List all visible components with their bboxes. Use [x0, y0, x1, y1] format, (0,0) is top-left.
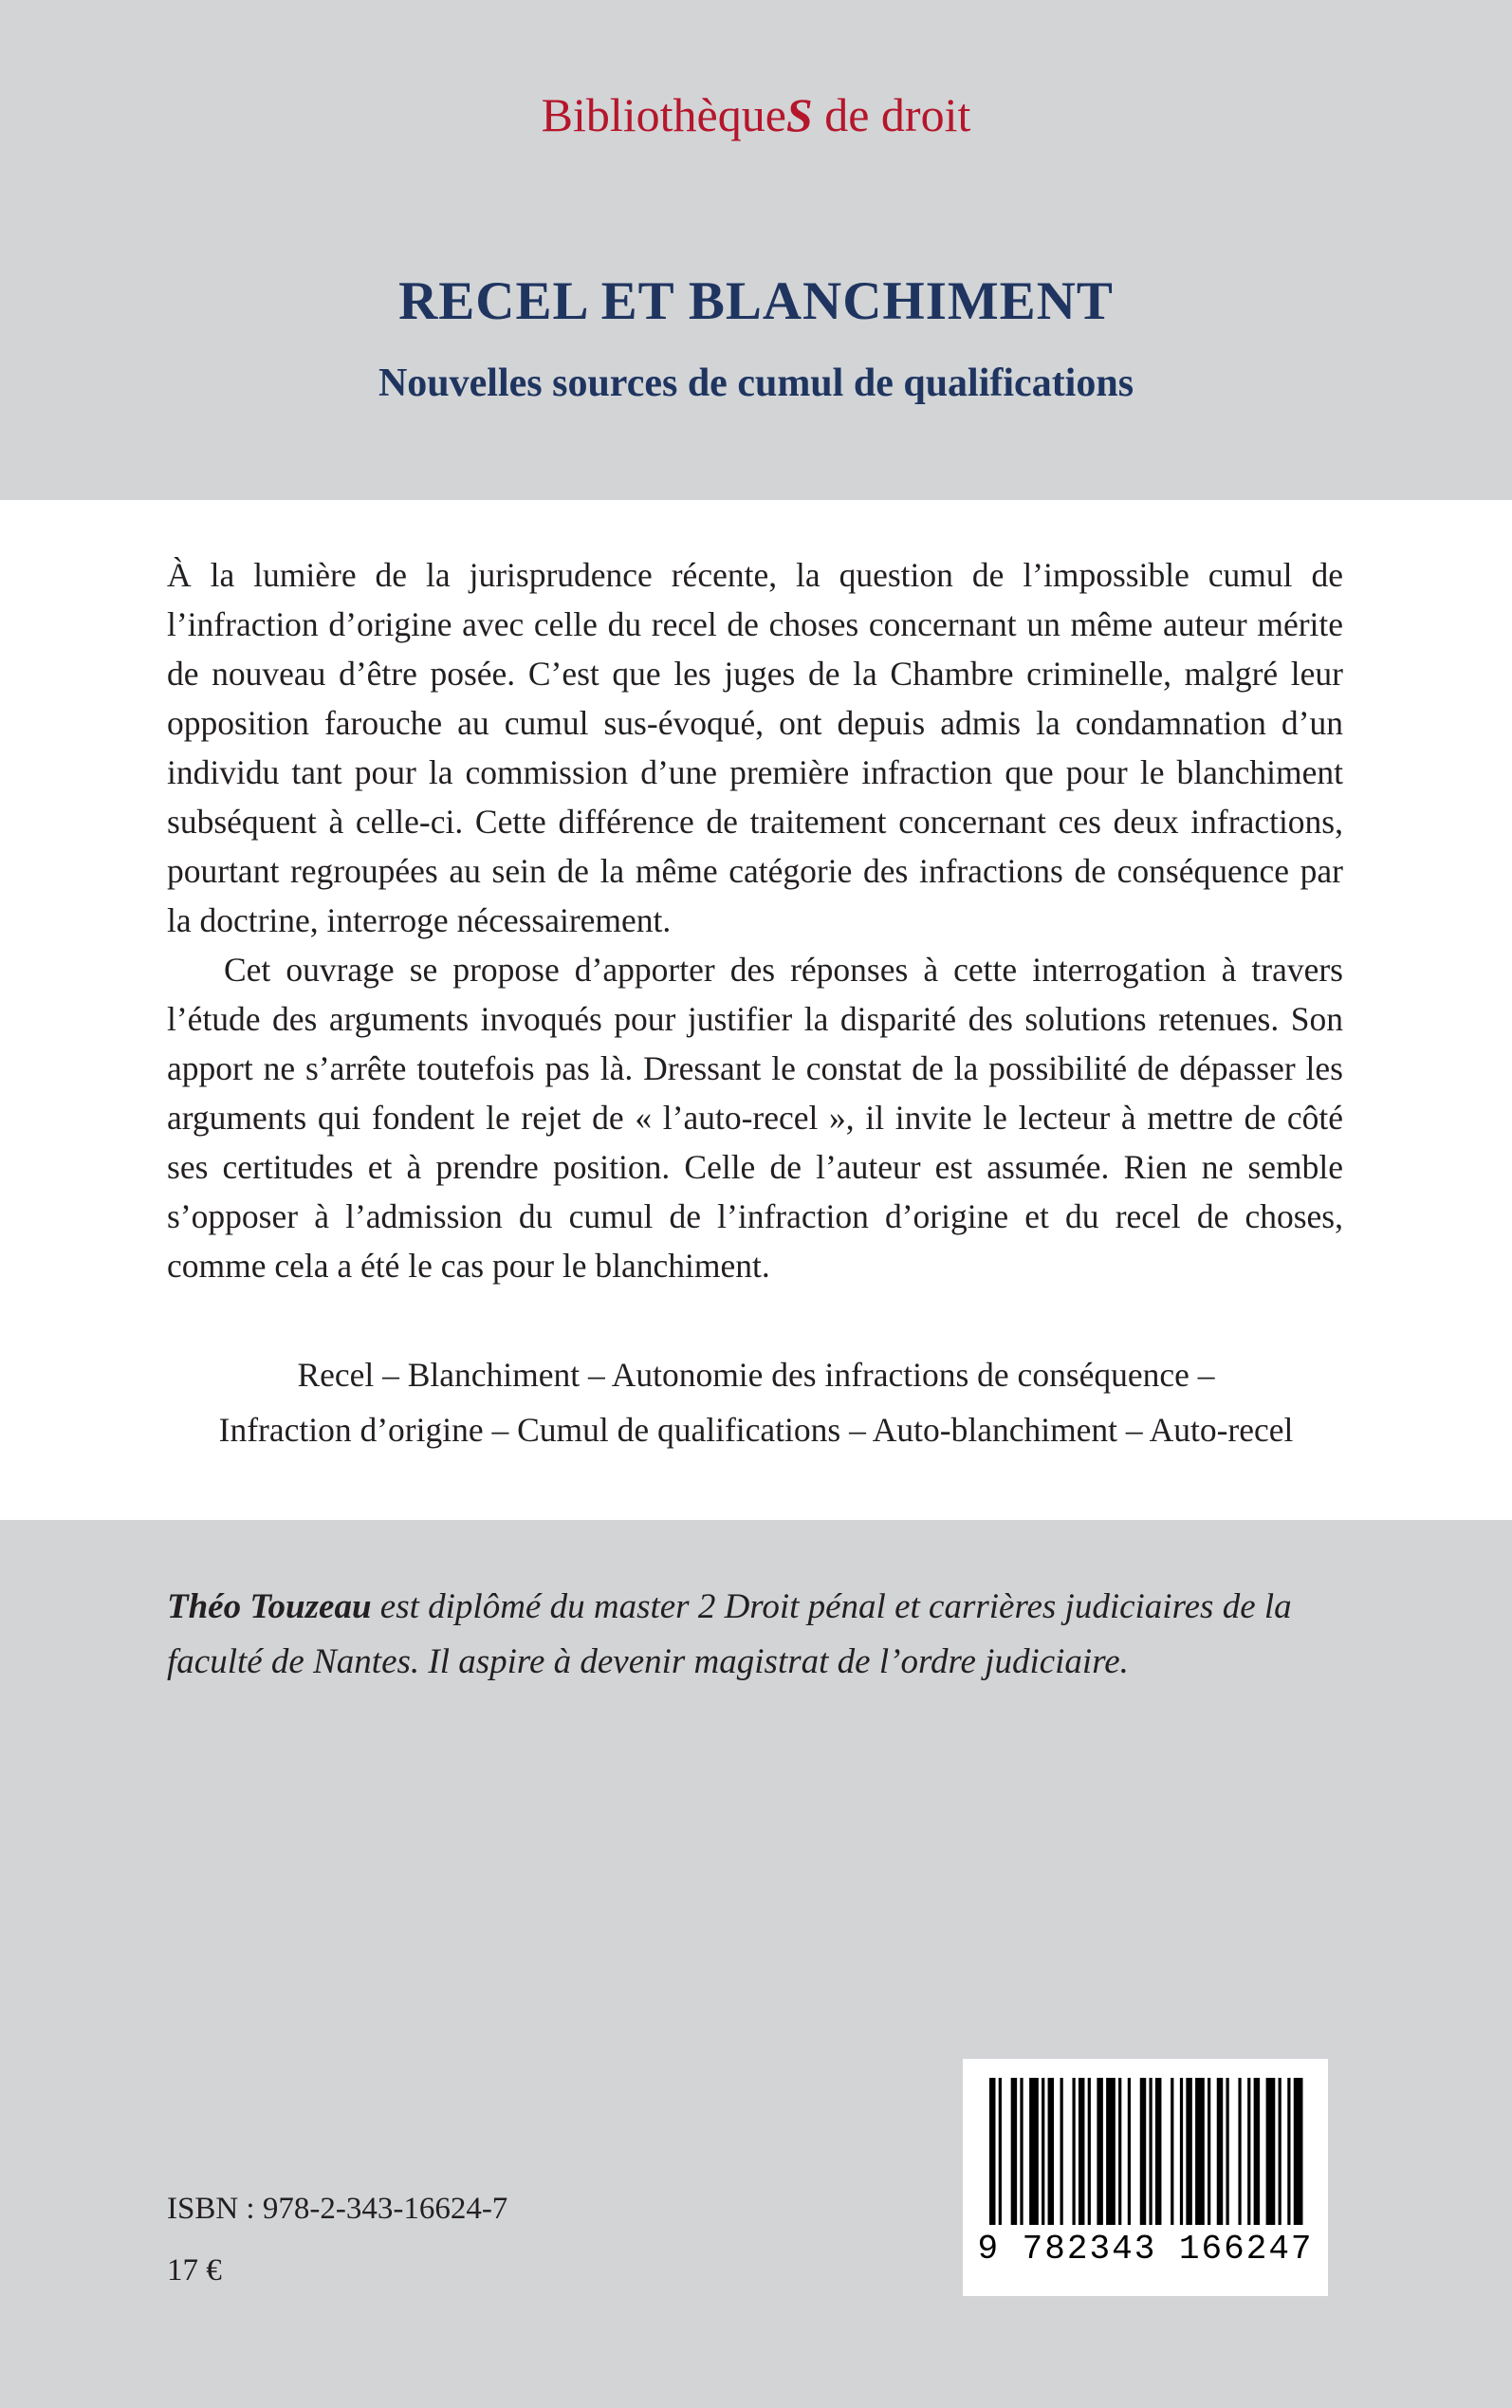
barcode-bar — [1247, 2078, 1250, 2225]
barcode-bar — [1294, 2078, 1303, 2225]
barcode-bar — [1029, 2078, 1039, 2225]
series-prefix: Bibliothèque — [541, 88, 786, 141]
barcode-bar — [1149, 2078, 1152, 2225]
series-name — [0, 87, 1512, 142]
barcode-bar — [1226, 2078, 1228, 2225]
blurb — [167, 550, 1343, 1290]
barcode-bar — [1279, 2078, 1282, 2225]
author-name: Théo Touzeau — [167, 1587, 372, 1626]
author-bio-text: est diplômé du master 2 Droit pénal et carrières judiciaires de la faculté de Nantes. Il aspire à devenir magistrat de l’ordre judiciaire. — [167, 1587, 1292, 1681]
barcode-bar — [1171, 2078, 1173, 2225]
barcode-bar — [1287, 2078, 1290, 2225]
barcode-bar — [1208, 2078, 1210, 2225]
barcode-number: 9 782343 166247 — [977, 2230, 1314, 2269]
header-band — [0, 0, 1512, 500]
barcode-bar — [1254, 2078, 1260, 2225]
barcode-bar — [1217, 2078, 1223, 2225]
barcode-bar — [1072, 2078, 1075, 2225]
barcode-bar — [1266, 2078, 1276, 2225]
barcode-bar — [1060, 2078, 1063, 2225]
barcode-bar — [1186, 2078, 1191, 2225]
barcode-bar — [1020, 2078, 1023, 2225]
barcode-bar — [1048, 2078, 1054, 2225]
barcode — [963, 2059, 1328, 2296]
keywords-line: Recel – Blanchiment – Autonomie des infractions de conséquence – — [297, 1356, 1215, 1394]
barcode-bar — [1042, 2078, 1044, 2225]
barcode-bar — [989, 2078, 995, 2225]
barcode-bar — [999, 2078, 1002, 2225]
keywords-line: Infraction d’origine – Cumul de qualifications – Auto-blanchiment – Auto-recel — [218, 1411, 1294, 1449]
barcode-bar — [1011, 2078, 1017, 2225]
author-bio — [167, 1580, 1343, 1690]
barcode-bar — [1155, 2078, 1161, 2225]
book-subtitle: Nouvelles sources de cumul de qualifications — [378, 361, 1134, 405]
price: 17 € — [167, 2253, 222, 2288]
barcode-bar — [1106, 2078, 1116, 2225]
barcode-bar — [1118, 2078, 1121, 2225]
keywords — [0, 1347, 1512, 1457]
barcode-bar — [1180, 2078, 1183, 2225]
barcode-bar — [1079, 2078, 1084, 2225]
barcode-bars — [963, 2059, 1328, 2234]
barcode-bar — [1128, 2078, 1131, 2225]
barcode-bar — [1140, 2078, 1146, 2225]
barcode-bar — [1195, 2078, 1205, 2225]
blurb-paragraph: Cet ouvrage se propose d’apporter des réponses à cette interrogation à travers l’étude des arguments invoqués pour justifier la disparité des solutions retenues. Son apport ne s’arrête toutefois pas là. Dressant le constat de la possibilité de dépasser les arguments qui fondent le rejet de « l’auto-recel », il invite le lecteur à mettre de côté ses certitudes et à prendre position. Celle de l’auteur est assumée. Rien ne semble s’opposer à l’admission du cumul de l’infraction d’origine et du recel de choses, comme cela a été le cas pour le blanchiment. — [167, 951, 1343, 1285]
barcode-bar — [1097, 2078, 1102, 2225]
blurb-paragraph: À la lumière de la jurisprudence récente, la question de l’impossible cumul de l’infraction d’origine avec celle du recel de choses concernant un même auteur mérite de nouveau d’être posée. C’est que les juges de la Chambre criminelle, malgré leur opposition farouche au cumul sus-évoqué, ont depuis admis la condamnation d’un individu tant pour la commission d’une première infraction que pour le blanchiment subséquent à celle-ci. Cette différence de traitement concernant ces deux infractions, pourtant regroupées au sein de la même catégorie des infractions de conséquence par la doctrine, interroge nécessairement. — [167, 556, 1343, 939]
book-title: RECEL ET BLANCHIMENT — [398, 271, 1114, 331]
isbn: ISBN : 978-2-343-16624-7 — [167, 2192, 508, 2226]
series-suffix: de droit — [812, 88, 971, 141]
series-s: S — [785, 88, 813, 141]
barcode-bar — [1238, 2078, 1241, 2225]
barcode-bar — [1088, 2078, 1091, 2225]
